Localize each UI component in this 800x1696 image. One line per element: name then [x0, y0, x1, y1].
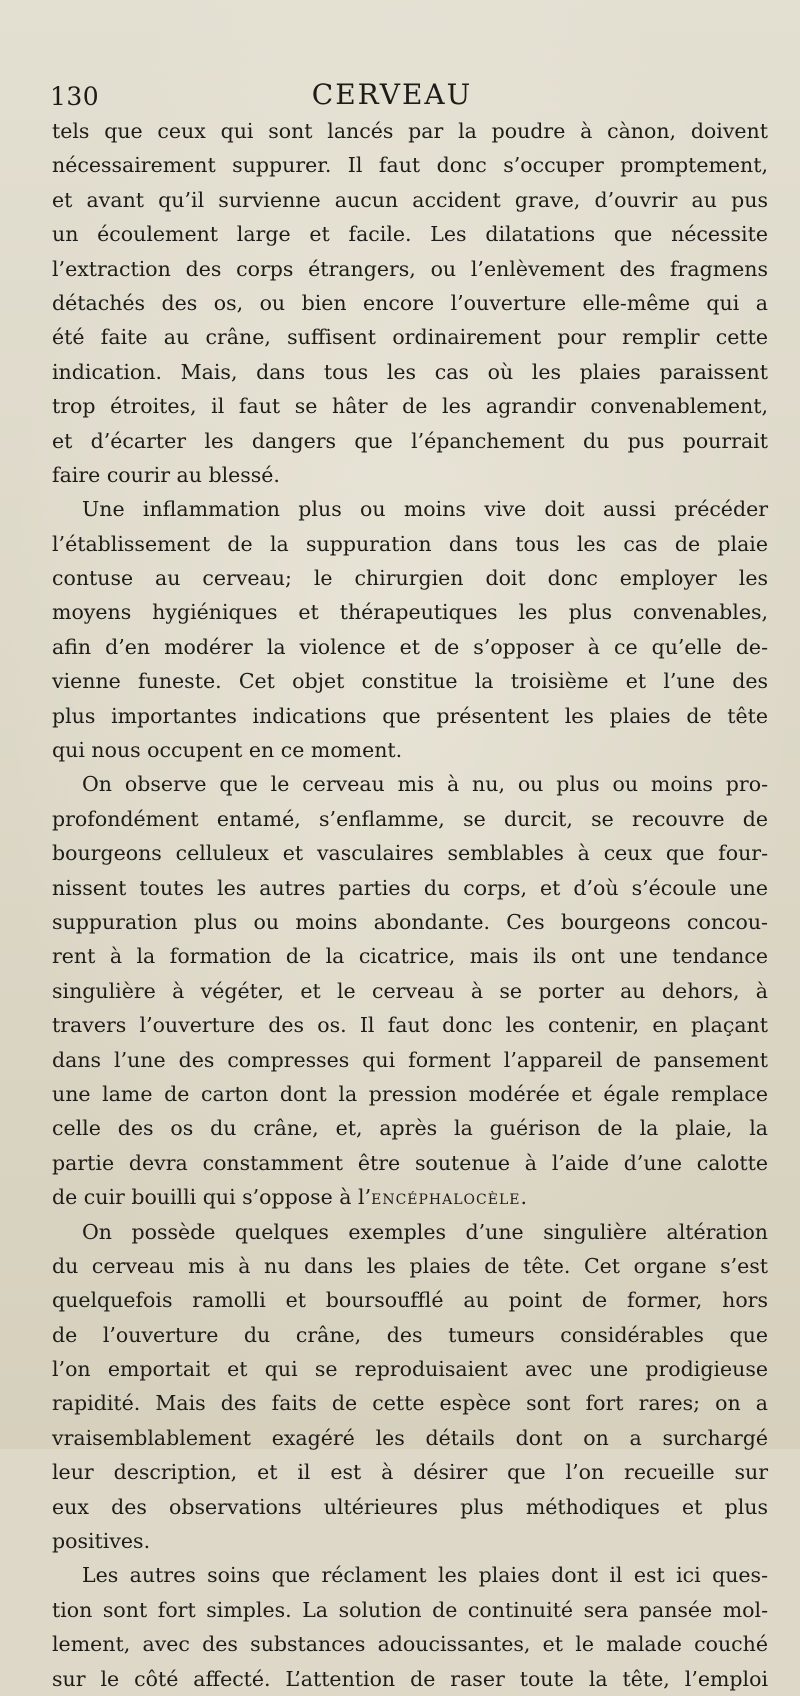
text-line [52, 1008, 768, 1042]
text-line-content: l’extraction des corps étrangers, ou l’enlèvement des fragmens [52, 256, 768, 281]
text-line [52, 252, 768, 286]
text-line [52, 1421, 768, 1455]
text-line-content: sur le côté affecté. L’attention de raser toute la tête, l’emploi [52, 1666, 768, 1691]
text-line-content: afin d’en modérer la violence et de s’opposer à ce qu’elle de- [52, 634, 768, 659]
text-line [52, 836, 768, 870]
text-line-content: qui nous occupent en ce moment. [52, 738, 403, 763]
text-line [52, 905, 768, 939]
text-line [52, 1455, 768, 1489]
text-line-content: singulière à végéter, et le cerveau à se porter au dehors, à [52, 978, 768, 1003]
text-line-content: rent à la formation de la cicatrice, mais ils ont une tendance [52, 944, 768, 969]
text-line [52, 1180, 768, 1214]
text-line [52, 1386, 768, 1420]
text-line-content: moyens hygiéniques et thérapeutiques les plus convenables, [52, 600, 768, 625]
text-line-content: suppuration plus ou moins abondante. Ces bourgeons concou- [52, 909, 768, 934]
text-line [52, 1318, 768, 1352]
text-line [52, 595, 768, 629]
page-number: 130 [50, 82, 100, 111]
text-line [52, 802, 768, 836]
text-line-content: rapidité. Mais des faits de cette espèce sont fort rares; on a [52, 1391, 768, 1416]
text-line-content: On possède quelques exemples d’une singulière altération [82, 1219, 768, 1244]
text-line [52, 1490, 768, 1524]
text-line-content: vraisemblablement exagéré les détails dont on a surchargé [52, 1425, 768, 1450]
text-line-content: l’on emportait et qui se reproduisaient avec une prodigieuse [52, 1357, 768, 1382]
text-line [52, 1524, 768, 1558]
text-line [52, 561, 768, 595]
text-line-content: une lame de carton dont la pression modérée et égale remplace [52, 1081, 768, 1106]
text-line-tail: . [520, 1185, 527, 1210]
text-line [52, 389, 768, 423]
text-line-content: nissent toutes les autres parties du corps, et d’où s’écoule une [52, 875, 768, 900]
text-line-content: profondément entamé, s’enflamme, se durcit, se recouvre de [52, 806, 768, 831]
small-caps-term: encéphalocèle [371, 1185, 521, 1210]
text-line [52, 1146, 768, 1180]
text-line [52, 183, 768, 217]
section-title: CERVEAU [311, 78, 473, 111]
text-line [52, 974, 768, 1008]
text-line-content: et d’écarter les dangers que l’épanchement du pus pourrait [52, 428, 768, 453]
text-line-content: du cerveau mis à nu dans les plaies de tête. Cet organe s’est [52, 1253, 768, 1278]
text-line [52, 492, 768, 526]
text-line-content: tels que ceux qui sont lancés par la poudre à cànon, doivent [52, 119, 768, 143]
text-body [52, 114, 768, 1696]
text-line [52, 733, 768, 767]
text-line-content: un écoulement large et facile. Les dilatations que nécessite [52, 222, 768, 247]
text-line [52, 1662, 768, 1696]
text-line-content: de l’ouverture du crâne, des tumeurs considérables que [52, 1322, 768, 1347]
text-line-content: trop étroites, il faut se hâter de les agrandir convenablement, [52, 394, 768, 419]
text-line-content: On observe que le cerveau mis à nu, ou plus ou moins pro- [82, 772, 768, 797]
text-line [52, 1283, 768, 1317]
text-line-content: leur description, et il est à désirer que l’on recueille sur [52, 1460, 768, 1485]
text-line-content: détachés des os, ou bien encore l’ouverture elle-même qui a [52, 290, 768, 315]
text-line-content: tion sont fort simples. La solution de continuité sera pansée mol- [52, 1597, 768, 1622]
text-line [52, 355, 768, 389]
text-line [52, 114, 768, 148]
text-line [52, 1352, 768, 1386]
text-line-content: contuse au cerveau; le chirurgien doit donc employer les [52, 566, 768, 591]
text-line [52, 699, 768, 733]
text-line-content: de cuir bouilli qui s’oppose à l’ [52, 1185, 372, 1210]
text-line [52, 1249, 768, 1283]
text-line-content: celle des os du crâne, et, après la guérison de la plaie, la [52, 1116, 768, 1141]
text-line-content: Les autres soins que réclament les plaies dont il est ici ques- [82, 1563, 768, 1588]
text-line-content: et avant qu’il survienne aucun accident grave, d’ouvrir au pus [52, 187, 768, 212]
text-line-content: nécessairement suppurer. Il faut donc s’occuper promptement, [52, 153, 768, 178]
text-line [52, 148, 768, 182]
text-line [52, 1215, 768, 1249]
text-line-content: quelquefois ramolli et boursoufflé au point de former, hors [52, 1288, 768, 1313]
text-line [52, 1593, 768, 1627]
text-line-content: partie devra constamment être soutenue à l’aide d’une calotte [52, 1150, 768, 1175]
text-line-content: positives. [52, 1529, 151, 1554]
text-line-content: Une inflammation plus ou moins vive doit aussi précéder [82, 497, 768, 522]
text-line [52, 458, 768, 492]
text-line [52, 1111, 768, 1145]
text-line [52, 320, 768, 354]
text-line [52, 217, 768, 251]
text-line-content: lement, avec des substances adoucissantes, et le malade couché [52, 1632, 768, 1657]
text-line [52, 424, 768, 458]
running-head [0, 78, 800, 118]
text-line-content: dans l’une des compresses qui forment l’appareil de pansement [52, 1047, 768, 1072]
text-line [52, 1627, 768, 1661]
text-line [52, 286, 768, 320]
text-line-content: eux des observations ultérieures plus méthodiques et plus [52, 1494, 768, 1519]
text-line [52, 664, 768, 698]
text-line-content: l’établissement de la suppuration dans tous les cas de plaie [52, 531, 768, 556]
text-line [52, 767, 768, 801]
text-line-content: faire courir au blessé. [52, 462, 280, 487]
text-line [52, 630, 768, 664]
text-line [52, 1043, 768, 1077]
text-line [52, 527, 768, 561]
text-line-content: travers l’ouverture des os. Il faut donc les contenir, en plaçant [52, 1013, 768, 1038]
text-line-content: vienne funeste. Cet objet constitue la troisième et l’une des [52, 669, 768, 694]
text-line-content: été faite au crâne, suffisent ordinairement pour remplir cette [52, 325, 768, 350]
text-line-content: indication. Mais, dans tous les cas où les plaies paraissent [52, 359, 768, 384]
text-line [52, 871, 768, 905]
text-line [52, 939, 768, 973]
text-line-content: plus importantes indications que présentent les plaies de tête [52, 703, 768, 728]
text-line [52, 1558, 768, 1592]
text-line [52, 1077, 768, 1111]
text-line-content: bourgeons celluleux et vasculaires semblables à ceux que four- [52, 841, 768, 866]
